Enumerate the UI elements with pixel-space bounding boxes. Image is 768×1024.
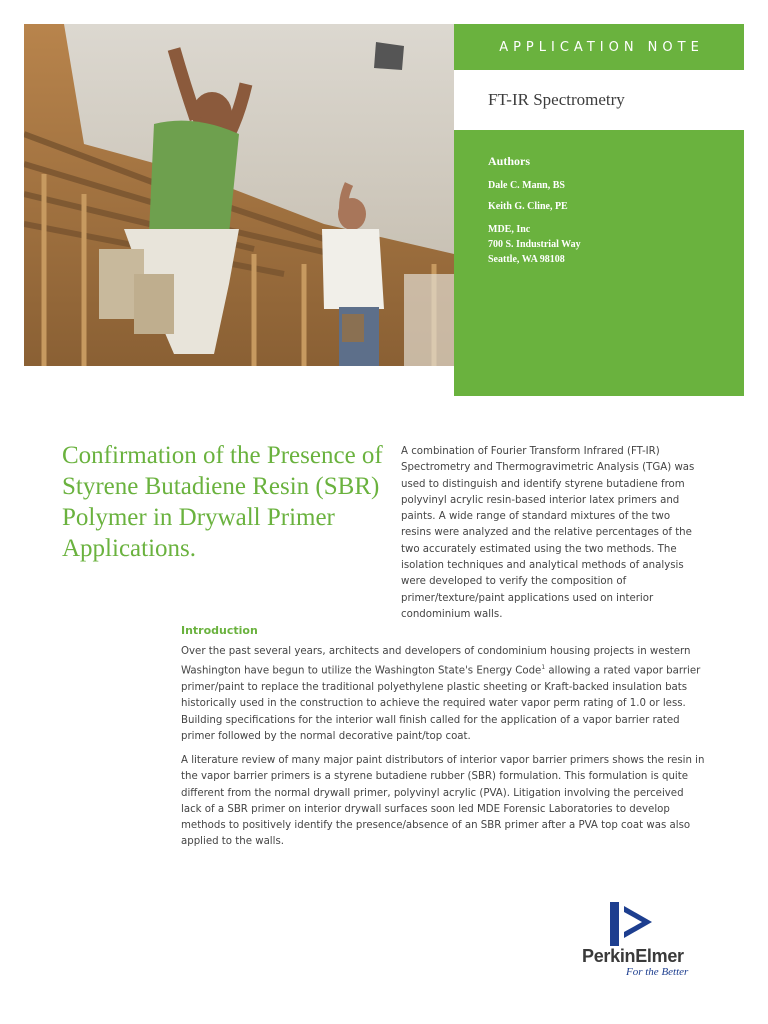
org-name: MDE, Inc [488, 224, 531, 235]
org-city: Seattle, WA 98108 [488, 254, 565, 265]
introduction-heading: Introduction [181, 624, 258, 637]
footnote-ref: 1 [541, 664, 546, 672]
org-address: 700 S. Industrial Way [488, 239, 581, 250]
introduction-paragraph-2: A literature review of many major paint distributors of interior vapor barrier primers shows the resin in the vapor barrier primers is a styrene butadiene rubber (SBR) formulation. This formulation is quite different from the normal drywall primer, polyvinyl acrylic (PVA). Litigation involving the perceived lack of a SBR primer on interior drywall surfaces soon led MDE Forensic Laboratories to develop methods to positively identify the presence/absence of an SBR primer after a PVA top coat was also applied to the walls. [181, 755, 705, 848]
intro-text-part: Over the past several years, architects and developers of condominium housing projects in western Washington have begun to utilize the Washington State's Energy Code [181, 646, 691, 677]
application-note-label: APPLICATION NOTE [499, 39, 704, 55]
logo-wordmark: PerkinElmer [582, 946, 684, 966]
author-name: Dale C. Mann, BS [488, 180, 565, 191]
perkinelmer-logo [576, 900, 726, 980]
subject-label: FT-IR Spectrometry [488, 90, 625, 109]
author-name: Keith G. Cline, PE [488, 201, 568, 212]
subject-box [454, 70, 744, 130]
authors-heading: Authors [488, 154, 531, 168]
introduction-paragraph-1 [181, 644, 705, 745]
intro-text-part: allowing a rated vapor barrier primer/paint to replace the traditional polyethylene plastic sheeting or Kraft-backed insulation bats historically used in the construction to achieve the required water vapor perm rating of 1.0 or less. Building specifications for the interior wall finish called for the application of a vapor barrier rated primer followed by the normal decorative paint/top coat. [181, 665, 701, 742]
logo-tagline: For the Better [626, 966, 689, 978]
authors-panel [454, 130, 744, 396]
perkinelmer-mark-icon [610, 902, 660, 946]
document-title: Confirmation of the Presence of Styrene Butadiene Resin (SBR) Polymer in Drywall Primer Applications. [62, 442, 383, 562]
cover-photo [24, 24, 454, 366]
abstract-text: A combination of Fourier Transform Infrared (FT-IR) Spectrometry and Thermogravimetric Analysis (TGA) was used to distinguish and identify styrene butadiene from polyvinyl acrylic resin-based interior latex primers and paints. A wide range of standard mixtures of the two resins were analyzed and the relative percentages of the two accurately estimated using the two methods. The isolation techniques and analytical methods of analysis were developed to verify the composition of primer/texture/paint applications used on interior condominium walls. [401, 446, 695, 620]
application-note-banner [454, 24, 744, 70]
